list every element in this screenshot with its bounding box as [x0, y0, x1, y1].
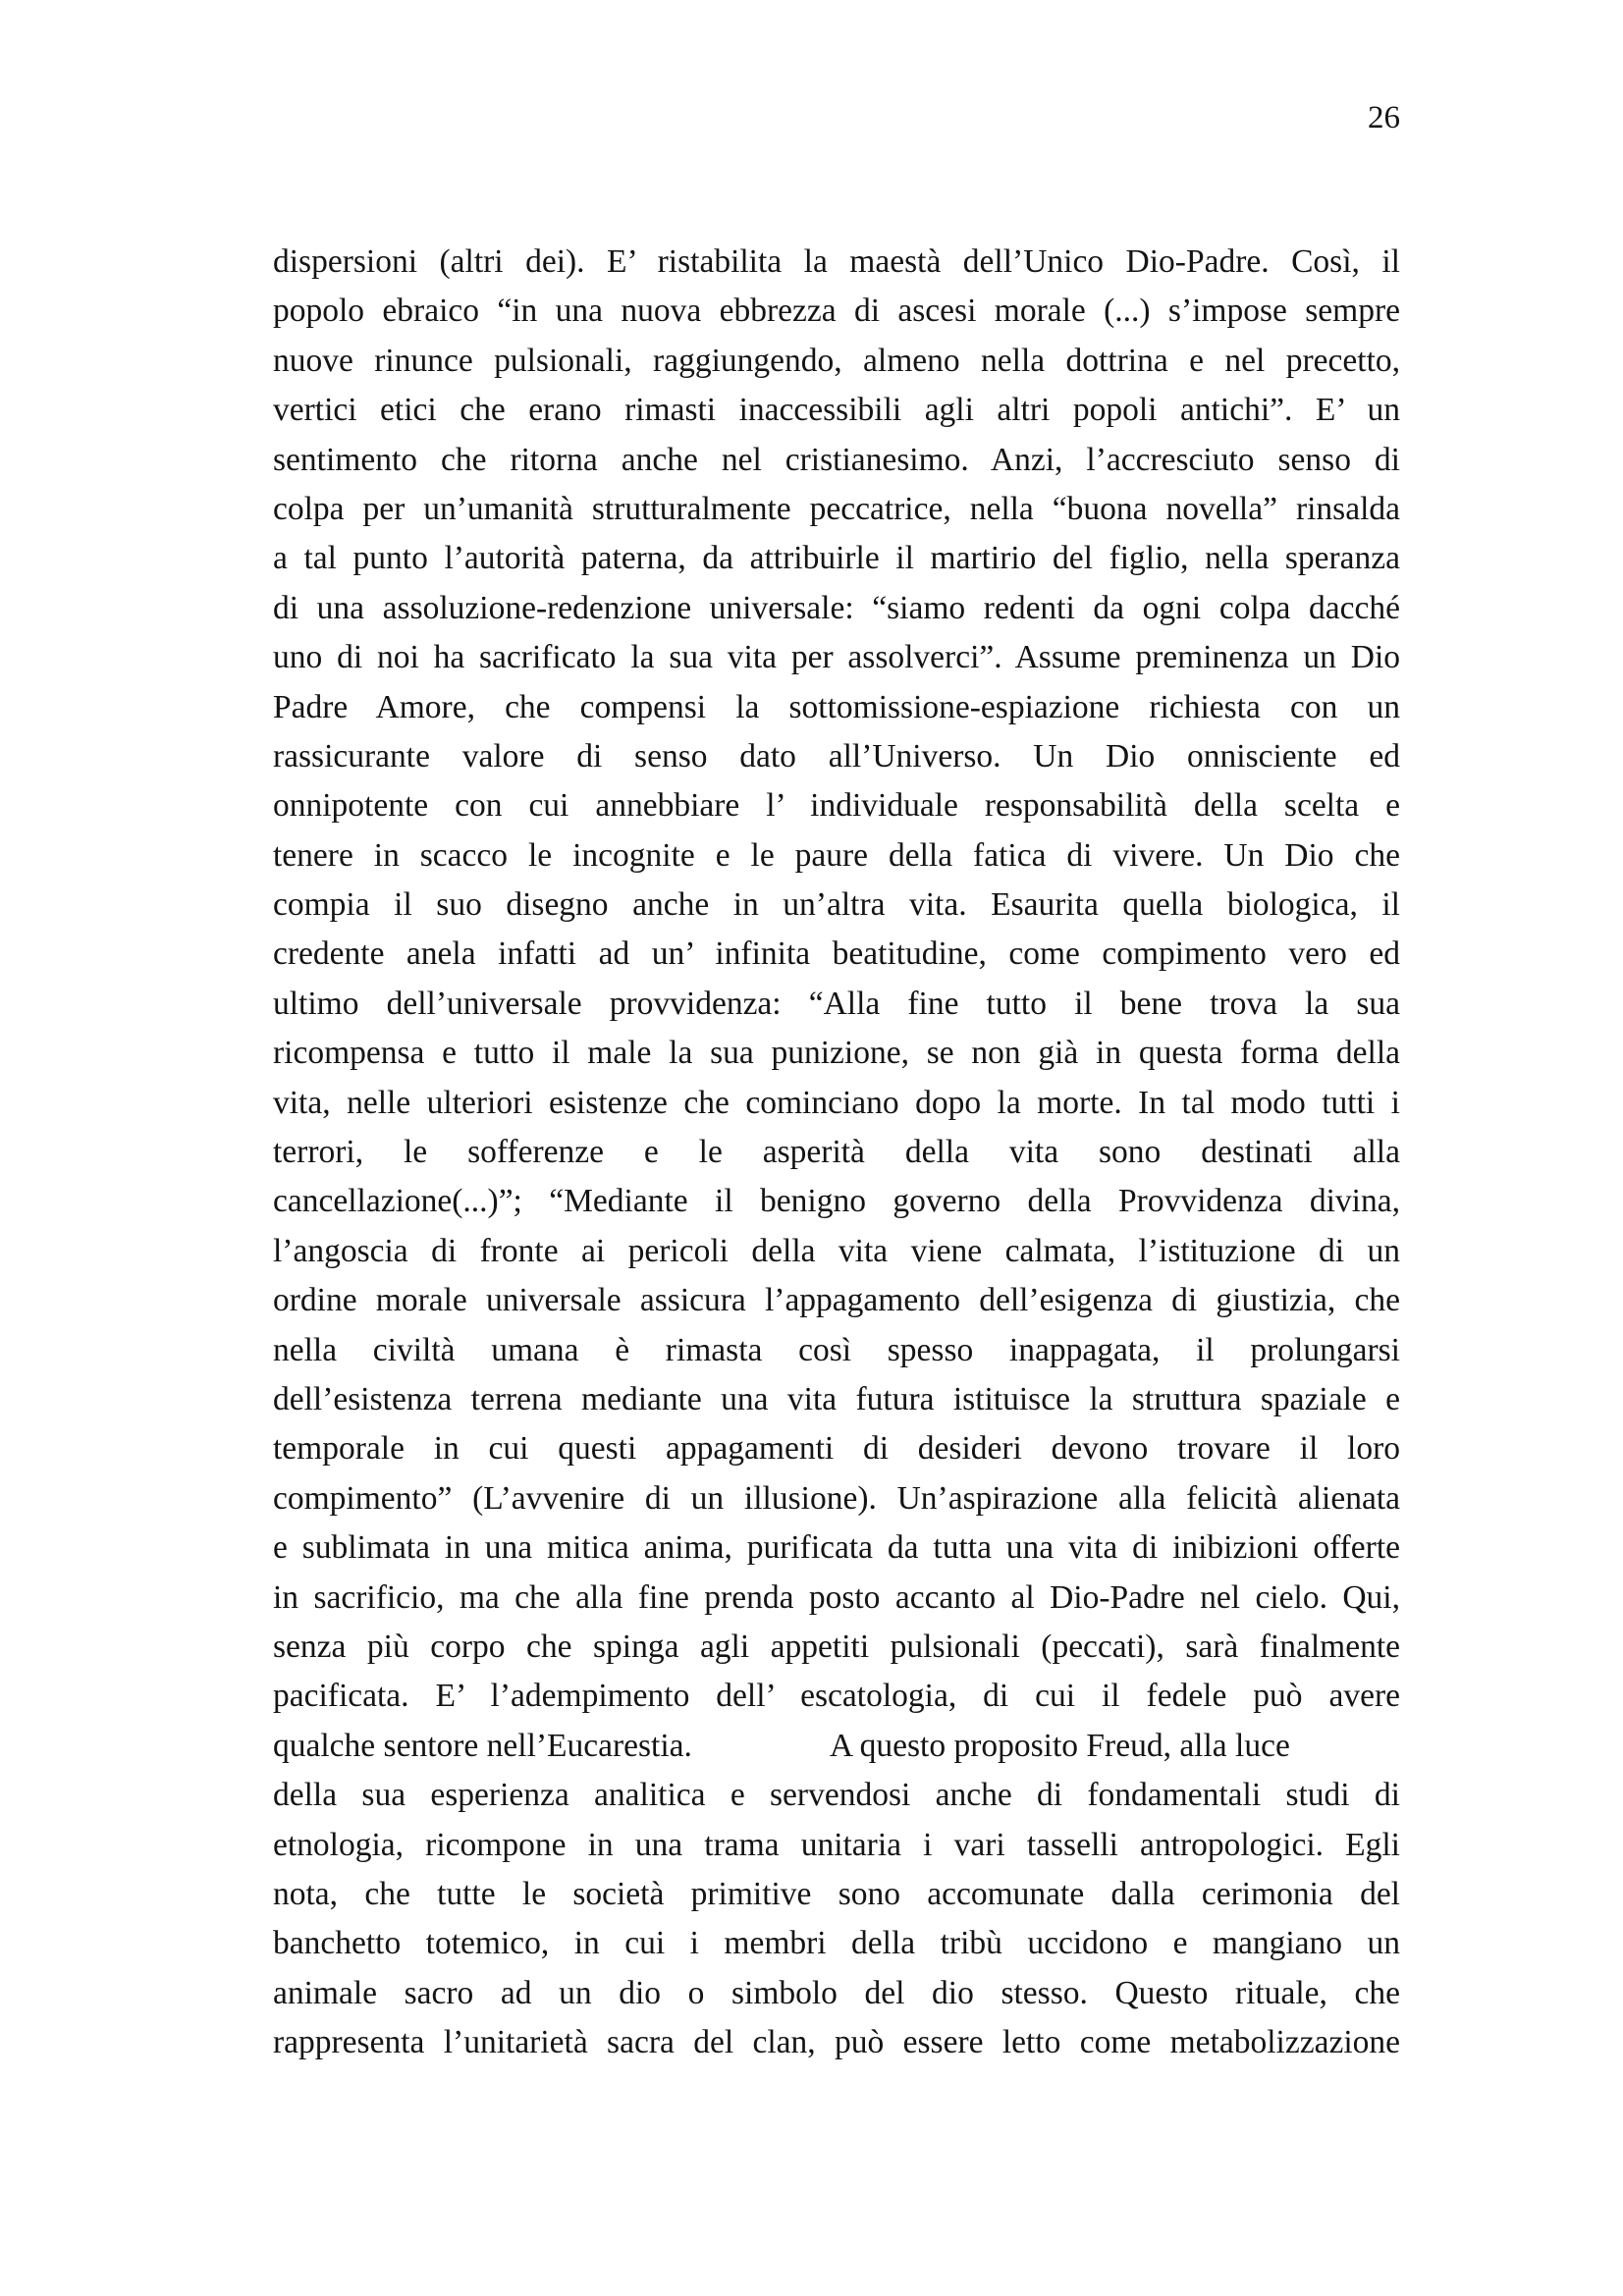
text-line: l’angoscia di fronte ai pericoli della vita viene calmata, l’istituzione di un — [273, 1232, 1400, 1269]
text-line-part: qualche sentore nell’Eucarestia. — [273, 1727, 692, 1764]
text-line: vita, nelle ulteriori esistenze che cominciano dopo la morte. In tal modo tutti i — [273, 1084, 1400, 1121]
text-line: vertici etici che erano rimasti inaccessibili agli altri popoli antichi”. E’ un — [273, 392, 1400, 429]
text-line: senza più corpo che spinga agli appetiti pulsionali (peccati), sarà finalmente — [273, 1628, 1400, 1665]
text-line: etnologia, ricompone in una trama unitaria i vari tasselli antropologici. Egli — [273, 1826, 1400, 1863]
text-line: ordine morale universale assicura l’appagamento dell’esigenza di giustizia, che — [273, 1282, 1400, 1319]
text-line: a tal punto l’autorità paterna, da attribuirle il martirio del figlio, nella speranza — [273, 540, 1400, 577]
text-line: dispersioni (altri dei). E’ ristabilita la maestà dell’Unico Dio-Padre. Così, il — [273, 243, 1400, 280]
text-line: colpa per un’umanità strutturalmente peccatrice, nella “buona novella” rinsalda — [273, 490, 1400, 527]
text-line: terrori, le sofferenze e le asperità della vita sono destinati alla — [273, 1134, 1400, 1171]
page-number: 26 — [1368, 100, 1400, 135]
text-line: compimento” (L’avvenire di un illusione). Un’aspirazione alla felicità alienata — [273, 1479, 1400, 1517]
text-line: e sublimata in una mitica anima, purificata da tutta una vita di inibizioni offerte — [273, 1529, 1400, 1567]
text-line: di una assoluzione-redenzione universale: “siamo redenti da ogni colpa dacché — [273, 589, 1400, 626]
text-line-part: A questo proposito Freud, alla luce — [829, 1727, 1290, 1764]
text-line: ricompensa e tutto il male la sua punizione, se non già in questa forma della — [273, 1035, 1400, 1072]
text-line: nuove rinunce pulsionali, raggiungendo, almeno nella dottrina e nel precetto, — [273, 342, 1400, 379]
text-line: Padre Amore, che compensi la sottomissione-espiazione richiesta con un — [273, 688, 1400, 725]
text-line: nella civiltà umana è rimasta così spesso inappagata, il prolungarsi — [273, 1331, 1400, 1368]
text-line: banchetto totemico, in cui i membri della tribù uccidono e mangiano un — [273, 1925, 1400, 1962]
text-line: onnipotente con cui annebbiare l’ individuale responsabilità della scelta e — [273, 787, 1400, 825]
text-line: cancellazione(...)”; “Mediante il benigno governo della Provvidenza divina, — [273, 1183, 1400, 1220]
text-line: temporale in cui questi appagamenti di desideri devono trovare il loro — [273, 1430, 1400, 1468]
text-line: popolo ebraico “in una nuova ebbrezza di ascesi morale (...) s’impose sempre — [273, 293, 1400, 330]
text-line: compia il suo disegno anche in un’altra vita. Esaurita quella biologica, il — [273, 886, 1400, 924]
text-line: della sua esperienza analitica e servendosi anche di fondamentali studi di — [273, 1777, 1400, 1814]
body-paragraph — [273, 238, 1400, 2067]
text-line-final: rappresenta l’unitarietà sacra del clan, può essere letto come metabolizzazione — [273, 2024, 1400, 2061]
text-line: pacificata. E’ l’adempimento dell’ escatologia, di cui il fedele può avere — [273, 1678, 1400, 1715]
text-line: ultimo dell’universale provvidenza: “Alla fine tutto il bene trova la sua — [273, 985, 1400, 1022]
text-line: in sacrificio, ma che alla fine prenda posto accanto al Dio-Padre nel cielo. Qui, — [273, 1578, 1400, 1616]
text-line: credente anela infatti ad un’ infinita beatitudine, come compimento vero ed — [273, 935, 1400, 973]
text-line: nota, che tutte le società primitive sono accomunate dalla cerimonia del — [273, 1875, 1400, 1912]
text-line-split — [273, 1722, 1400, 1771]
text-line: animale sacro ad un dio o simbolo del dio stesso. Questo rituale, che — [273, 1974, 1400, 2011]
text-line: rassicurante valore di senso dato all’Universo. Un Dio onnisciente ed — [273, 737, 1400, 774]
text-line: sentimento che ritorna anche nel cristianesimo. Anzi, l’accresciuto senso di — [273, 441, 1400, 478]
text-line: uno di noi ha sacrificato la sua vita per assolverci”. Assume preminenza un Dio — [273, 639, 1400, 676]
text-line: tenere in scacco le incognite e le paure della fatica di vivere. Un Dio che — [273, 836, 1400, 874]
text-line: dell’esistenza terrena mediante una vita futura istituisce la struttura spaziale e — [273, 1380, 1400, 1417]
